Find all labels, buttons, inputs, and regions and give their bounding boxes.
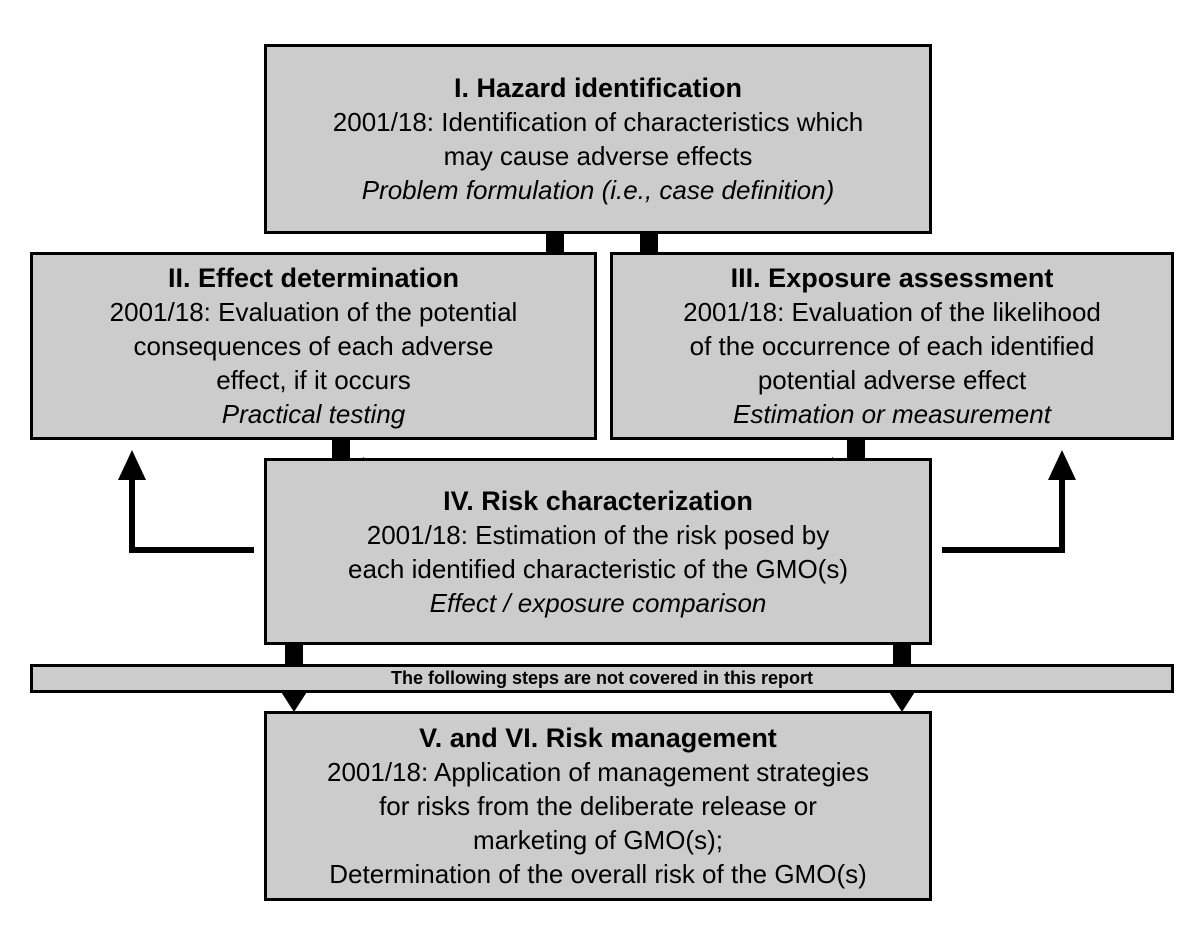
exposure-assessment-box <box>610 252 1174 440</box>
effect-determination-line-1: 2001/18: Evaluation of the potential <box>109 297 518 327</box>
effect-determination-box <box>30 252 597 440</box>
risk-characterization-box <box>264 458 932 645</box>
exposure-assessment-line-3: potential adverse effect <box>757 365 1027 395</box>
feedback-arrow-to-exposure-head <box>1048 450 1076 480</box>
risk-management-line-1: 2001/18: Application of management strategies <box>326 757 870 787</box>
effect-determination-note: Practical testing <box>221 399 406 429</box>
effect-determination-line-3: effect, if it occurs <box>216 365 411 395</box>
exposure-assessment-line-2: of the occurrence of each identified <box>689 331 1095 361</box>
risk-characterization-line-1: 2001/18: Estimation of the risk posed by <box>366 519 830 550</box>
risk-management-line-4: Determination of the overall risk of the GMO(s) <box>329 859 867 889</box>
exposure-assessment-line-1: 2001/18: Evaluation of the likelihood <box>683 297 1101 327</box>
feedback-arrow-to-exposure <box>942 478 1062 550</box>
feedback-arrow-to-effect-head <box>118 450 146 480</box>
effect-determination-title: II. Effect determination <box>167 263 460 293</box>
hazard-identification-title: I. Hazard identification <box>453 73 743 103</box>
not-covered-banner: The following steps are not covered in this report <box>30 664 1174 693</box>
risk-management-line-2: for risks from the deliberate release or <box>379 791 817 821</box>
feedback-arrow-to-effect <box>132 478 254 550</box>
risk-management-box <box>264 711 932 901</box>
risk-management-line-3: marketing of GMO(s); <box>473 825 723 855</box>
risk-characterization-note: Effect / exposure comparison <box>429 587 767 618</box>
hazard-identification-box <box>264 44 932 234</box>
hazard-identification-note: Problem formulation (i.e., case definition) <box>361 175 835 205</box>
risk-characterization-title: IV. Risk characterization <box>443 485 753 516</box>
hazard-identification-line-2: may cause adverse effects <box>443 141 753 171</box>
hazard-identification-line-1: 2001/18: Identification of characteristics which <box>332 107 864 137</box>
risk-characterization-line-2: each identified characteristic of the GMO(s) <box>348 553 848 584</box>
risk-management-title: V. and VI. Risk management <box>419 723 777 753</box>
exposure-assessment-note: Estimation or measurement <box>733 399 1051 429</box>
exposure-assessment-title: III. Exposure assessment <box>730 263 1054 293</box>
effect-determination-line-2: consequences of each adverse <box>133 331 494 361</box>
